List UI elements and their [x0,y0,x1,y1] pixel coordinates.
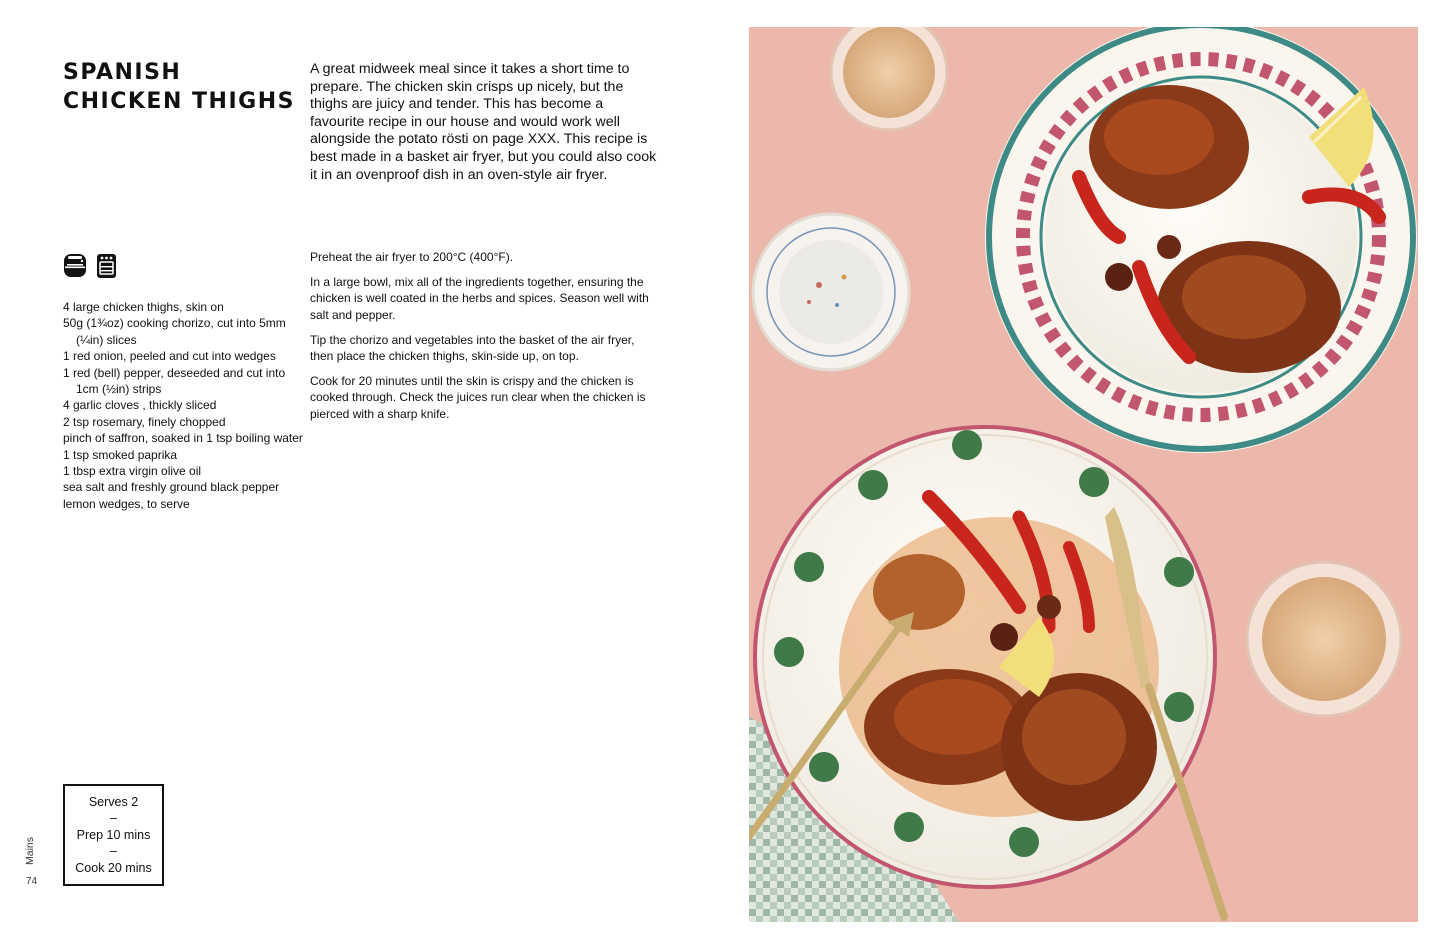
method-steps [310,249,658,431]
method-step: Preheat the air fryer to 200°C (400°F). [310,250,514,264]
recipe-title-line-2: CHICKEN THIGHS [63,89,295,114]
oven-style-air-fryer-icon [95,252,118,279]
salt-bowl [753,214,909,370]
glass-top [831,27,947,130]
info-separator: – [110,844,117,859]
plate-bottom [755,427,1215,887]
recipe-intro: A great midweek meal since it takes a short time to prepare. The chicken skin crisps up nicely, but the thighs are juicy and tender. This has become a favourite recipe in our house and would work well alongside the potato rösti on page XXX. This recipe is best made in a basket air fryer, but you could also cook it in an ovenproof dish in an oven-style air fryer. [310,61,657,183]
ingredient-item: 4 large chicken thighs, skin on [63,300,224,314]
basket-air-fryer-icon [62,252,88,279]
recipe-title-line-1: SPANISH [63,60,182,85]
method-step: In a large bowl, mix all of the ingredients together, ensuring the chicken is well coated in the herbs and spices. Season well with salt and pepper. [310,274,649,322]
ingredient-item: 1 red (bell) pepper, deseeded and cut into 1cm (½in) strips [63,365,286,397]
prep-time-text: Prep 10 mins [76,827,151,842]
recipe-title [63,58,303,116]
glass-bottom [1247,562,1401,716]
serves-text: Serves 2 [88,794,139,809]
ingredient-item: 1 red onion, peeled and cut into wedges [63,349,276,364]
recipe-photo [749,27,1418,922]
ingredients-list [63,299,303,512]
ingredient-item: 1 tsp smoked paprika [63,447,178,462]
page-number: 74 [26,876,38,887]
info-separator: – [110,811,117,826]
plate-top [985,27,1417,453]
section-label: Mains [24,836,36,865]
serving-info-box [63,784,164,886]
method-step: Tip the chorizo and vegetables into the basket of the air fryer, then place the chicken thighs, skin-side up, on top. [310,332,635,364]
ingredient-item: lemon wedges, to serve [63,496,190,511]
ingredient-item: 2 tsp rosemary, finely chopped [63,414,226,429]
appliance-icons [62,252,118,279]
ingredient-item: 50g (1¾oz) cooking chorizo, cut into 5mm (¼in) slices [63,316,286,347]
ingredient-item: sea salt and freshly ground black pepper [63,480,280,495]
ingredient-item: 1 tbsp extra virgin olive oil [63,464,202,479]
ingredient-item: 4 garlic cloves , thickly sliced [63,398,217,413]
ingredient-item: pinch of saffron, soaked in 1 tsp boiling water [63,431,303,446]
method-step: Cook for 20 minutes until the skin is crispy and the chicken is cooked through. Check the juices run clear when the chicken is pierced with a sharp knife. [310,373,646,421]
cook-time-text: Cook 20 mins [75,860,152,875]
